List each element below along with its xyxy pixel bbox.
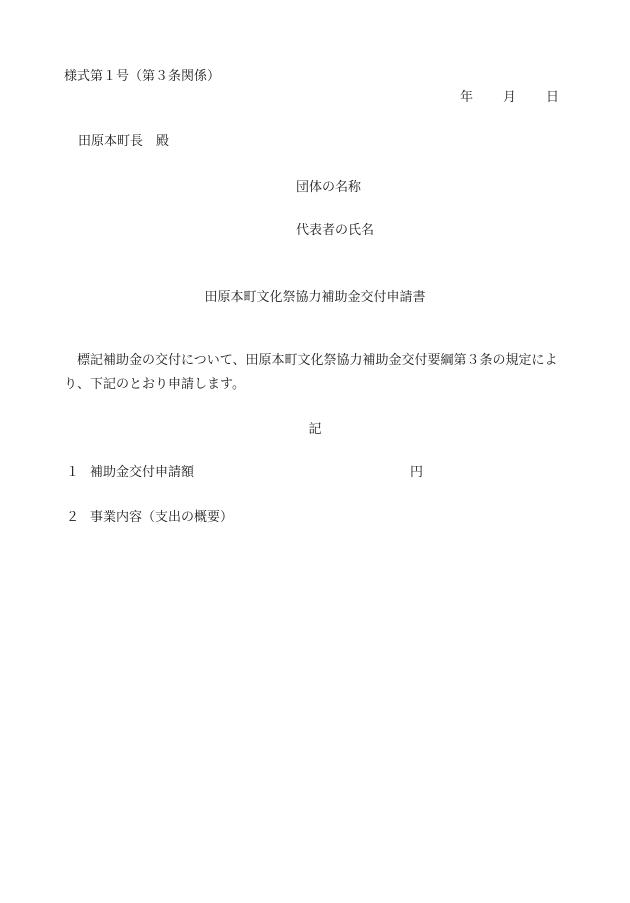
body-paragraph: 標記補助金の交付について、田原本町文化祭協力補助金交付要綱第３条の規定により、下記のとおり申請します。 [64,353,558,392]
item-number: ２ [66,510,80,525]
item-application-amount [66,461,424,480]
date-day-label: 日 [546,90,560,105]
date-month-label: 月 [503,90,517,105]
date-line [460,86,559,105]
form-number: 様式第１号（第３条関係） [64,69,221,84]
organization-name-label: 団体の名称 [296,180,362,195]
item-number: １ [66,465,80,480]
yen-unit: 円 [410,465,424,480]
document-title: 田原本町文化祭協力補助金交付申請書 [204,290,426,305]
representative-name-label: 代表者の氏名 [296,223,375,238]
item-label: 事業内容（支出の概要） [90,510,234,525]
ki-heading: 記 [308,422,322,437]
item-label: 補助金交付申請額 [90,465,195,480]
addressee: 田原本町長 殿 [78,134,170,149]
date-year-label: 年 [460,90,474,105]
item-project-content [66,506,233,525]
